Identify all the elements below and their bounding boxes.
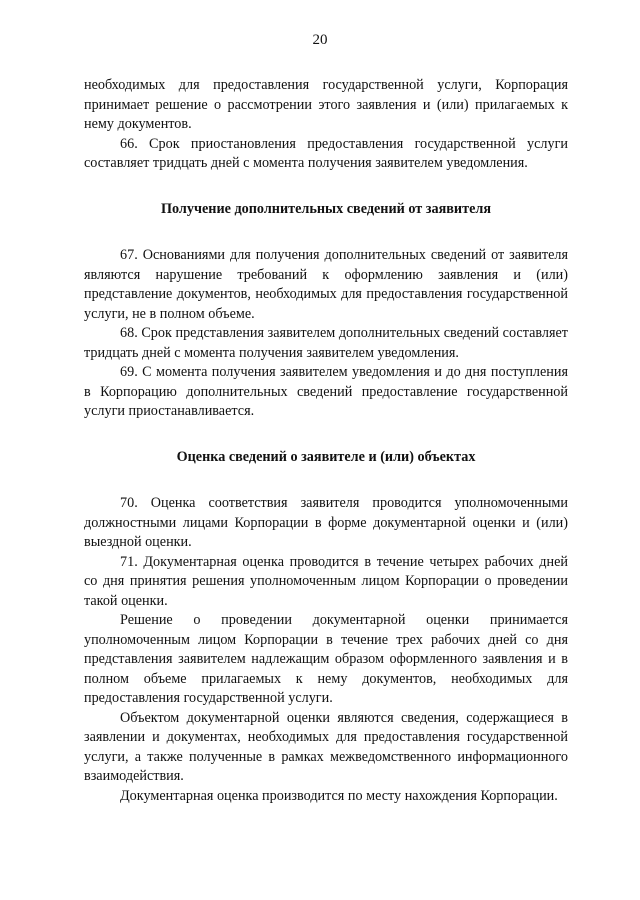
paragraph-68: 68. Срок представления заявителем дополнительных сведений составляет тридцать дней с момента получения заявителем уведомления. [84,325,568,361]
paragraph-69: 69. С момента получения заявителем уведомления и до дня поступления в Корпорацию дополнительных сведений предоставление государственной услуги приостанавливается. [84,364,568,419]
section-heading-assessment: Оценка сведений о заявителе и (или) объектах [176,448,476,465]
paragraph-71: 71. Документарная оценка проводится в течение четырех рабочих дней со дня принятия решения уполномоченным лицом Корпорации о проведении такой оценки. [84,553,568,609]
page-number: 20 [312,32,328,48]
paragraph-place: Документарная оценка производится по месту нахождения Корпорации. [120,787,558,804]
paragraph-object: Объектом документарной оценки являются сведения, содержащиеся в заявлении и документах, необходимых для предоставления государственной услуги, а также полученные в рамках межведомственного информационного взаимодействия. [84,709,568,784]
section-heading-additional-info: Получение дополнительных сведений от заявителя [160,200,491,217]
paragraph-66: 66. Срок приостановления предоставления государственной услуги составляет тридцать дней с момента получения заявителем уведомления. [84,135,568,171]
paragraph-70: 70. Оценка соответствия заявителя проводится уполномоченными должностными лицами Корпорации в форме документарной оценки и (или) выездной оценки. [84,495,568,550]
paragraph-67: 67. Основаниями для получения дополнительных сведений от заявителя являются нарушение требований к оформлению заявления и (или) представление документов, необходимых для предоставления государственной услуги, не в полном объеме. [84,247,568,322]
paragraph-continuation: необходимых для предоставления государственной услуги, Корпорация принимает решение о рассмотрении этого заявления и (или) прилагаемых к нему документов. [84,77,568,132]
paragraph-decision: Решение о проведении документарной оценки принимается уполномоченным лицом Корпорации в течение трех рабочих дней со дня представления заявителем надлежащим образом оформленного заявления и в полном объеме прилагаемых к нему документов, необходимых для предоставления государственной услуги. [84,612,568,706]
document-body [84,76,568,806]
